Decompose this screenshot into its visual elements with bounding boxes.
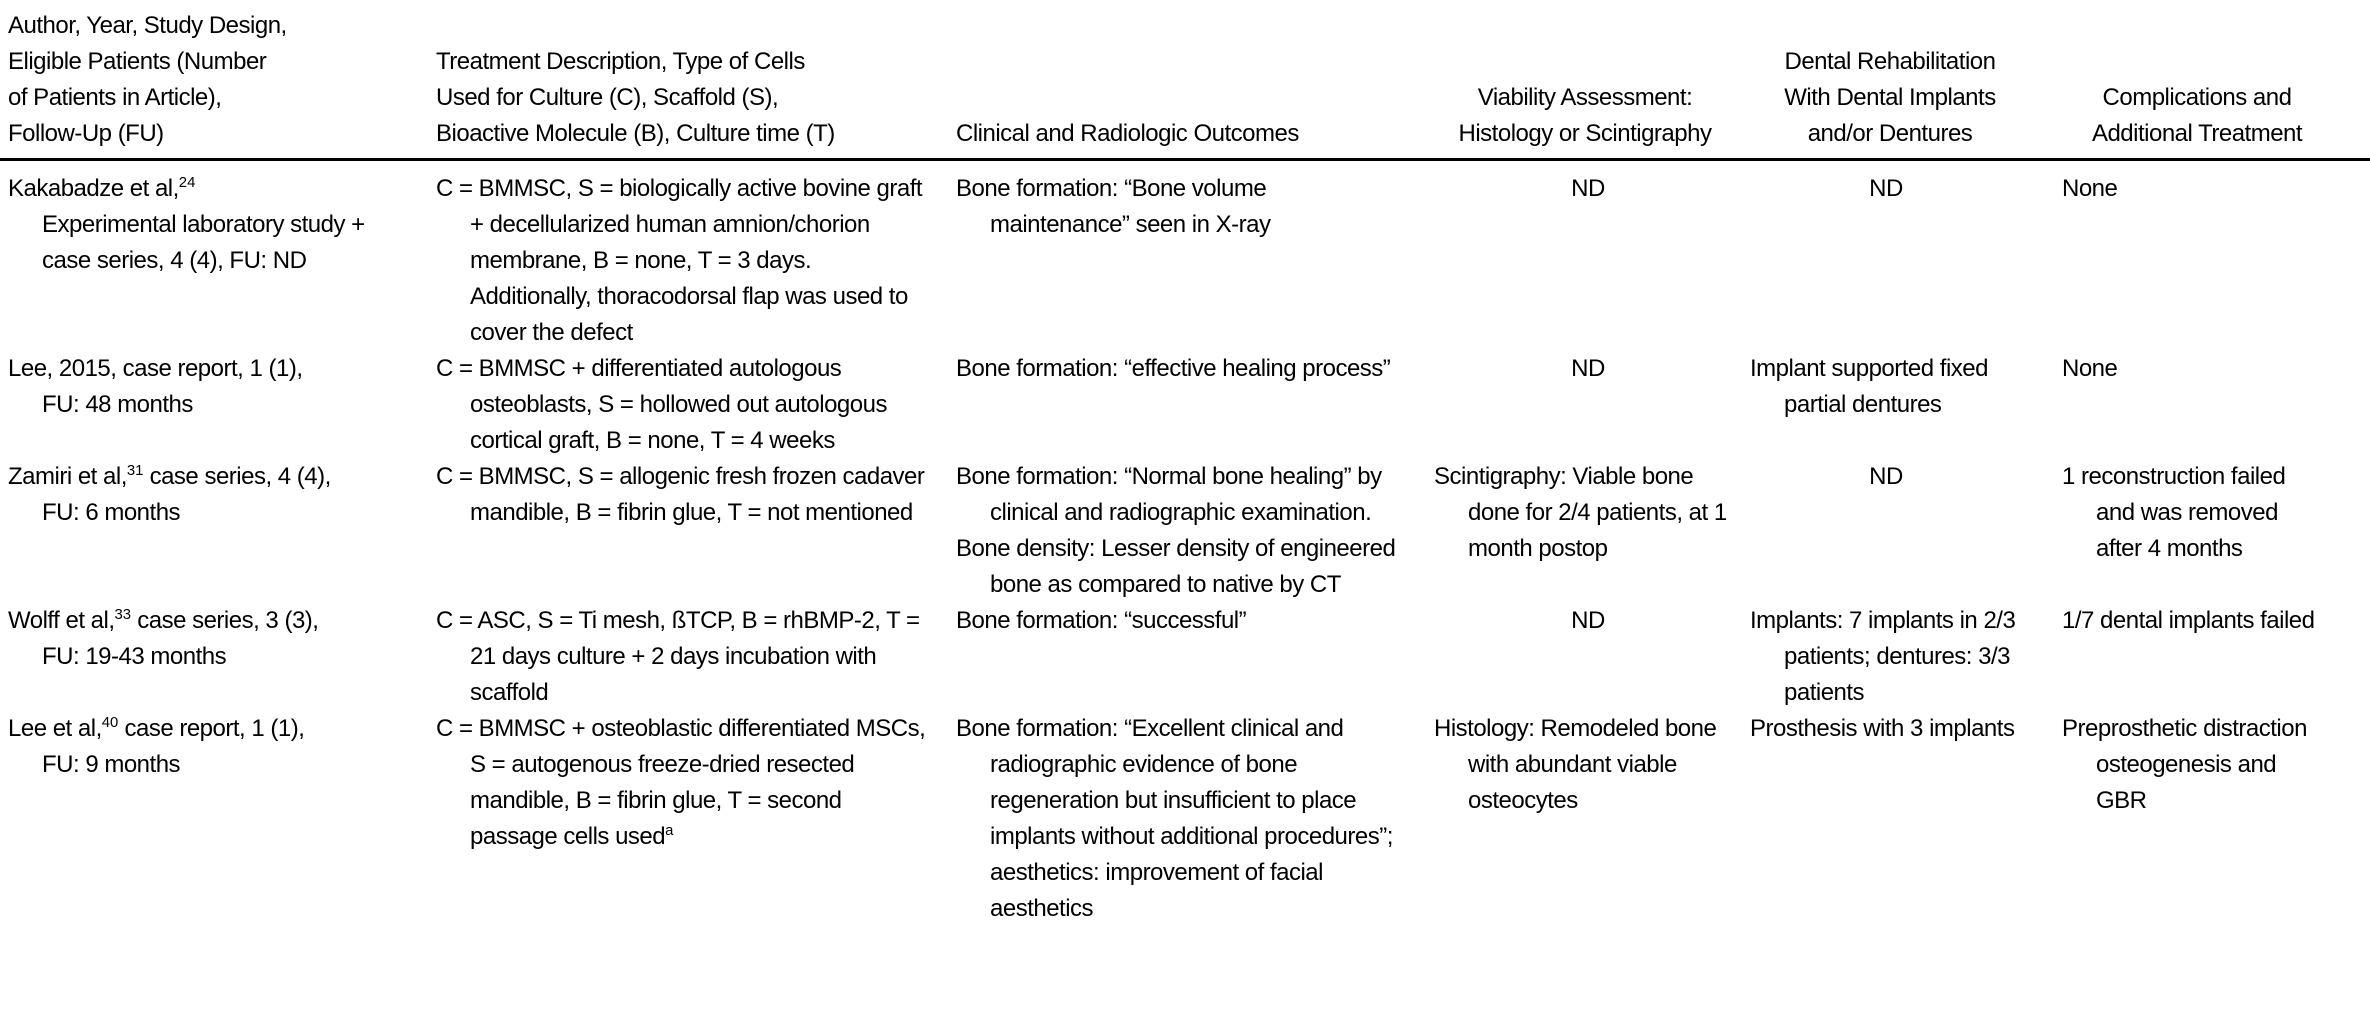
cell-text: Bone formation: “Bone volume maintenance” seen in X-ray — [956, 175, 1271, 238]
superscript-reference: 40 — [101, 715, 119, 731]
table-header-row — [0, 0, 2370, 160]
cell-text: ND — [1869, 463, 1903, 490]
table-body — [0, 160, 2370, 928]
cell-lee2015-author — [0, 351, 430, 459]
table-header — [0, 0, 2370, 160]
cell-text: FU: 9 months — [42, 751, 181, 778]
cell-zamiri-rehabilitation — [1750, 459, 2030, 603]
cell-paragraph — [1434, 603, 1742, 639]
cell-text: ND — [1869, 175, 1903, 202]
cell-kakabadze-outcomes — [950, 160, 1420, 352]
cell-text: C = ASC, S = Ti mesh, ßTCP, B = rhBMP-2, T = 21 days culture + 2 days incubation with scaffold — [436, 607, 920, 706]
cell-lee2015-outcomes — [950, 351, 1420, 459]
cell-paragraph — [8, 603, 414, 639]
cell-text: Histology: Remodeled bone with abundant viable osteocytes — [1434, 715, 1717, 814]
cell-wolff-complications — [2030, 603, 2370, 711]
header-line: Additional Treatment — [2091, 120, 2303, 147]
cell-paragraph — [436, 171, 930, 351]
cell-paragraph — [436, 459, 930, 531]
cell-paragraph — [1750, 171, 2022, 207]
cell-text: case report, 1 (1), — [118, 715, 305, 742]
cell-text: Scintigraphy: Viable bone done for 2/4 patients, at 1 month postop — [1434, 463, 1727, 562]
cell-kakabadze-rehabilitation — [1750, 160, 2030, 352]
cell-lee-et-al-outcomes — [950, 711, 1420, 927]
cell-paragraph — [1750, 459, 2022, 495]
cell-paragraph — [8, 495, 414, 531]
cell-text: Implants: 7 implants in 2/3 patients; dentures: 3/3 patients — [1750, 607, 2016, 706]
cell-lee-et-al-rehabilitation — [1750, 711, 2030, 927]
cell-paragraph — [956, 531, 1408, 603]
cell-paragraph — [1434, 711, 1742, 819]
cell-text: case series, 4 (4), — [143, 463, 331, 490]
cell-paragraph — [2062, 351, 2322, 387]
cell-kakabadze-author — [0, 160, 430, 352]
header-line: and/or Dentures — [1807, 120, 1973, 147]
cell-paragraph — [8, 639, 414, 675]
col-header-rehabilitation — [1750, 0, 2030, 160]
col-header-treatment — [430, 0, 950, 160]
cell-zamiri-treatment — [430, 459, 950, 603]
cell-paragraph — [1434, 459, 1742, 567]
header-line: Dental Rehabilitation — [1784, 48, 1996, 75]
cell-lee-et-al-author — [0, 711, 430, 927]
cell-text: C = BMMSC, S = biologically active bovine graft + decellularized human amnion/chorion membrane, B = none, T = 3 days. Additionally, thoracodorsal flap was used to cover the defect — [436, 175, 923, 346]
cell-paragraph — [1750, 711, 2022, 747]
header-line: With Dental Implants — [1784, 84, 1996, 111]
cell-text: 1/7 dental implants failed — [2062, 607, 2315, 634]
header-line: Viability Assessment: — [1477, 84, 1693, 111]
cell-text: None — [2062, 355, 2118, 382]
header-line: Histology or Scintigraphy — [1458, 120, 1712, 147]
cell-paragraph — [1750, 603, 2022, 711]
cell-lee2015-rehabilitation — [1750, 351, 2030, 459]
cell-lee-et-al-complications — [2030, 711, 2370, 927]
col-header-outcomes — [950, 0, 1420, 160]
table-row-kakabadze — [0, 160, 2370, 352]
cell-text: None — [2062, 175, 2118, 202]
cell-text: case series, 3 (3), — [131, 607, 319, 634]
cell-text: Experimental laboratory study + case series, 4 (4), FU: ND — [42, 211, 365, 274]
cell-wolff-viability — [1420, 603, 1750, 711]
cell-paragraph — [2062, 711, 2322, 819]
superscript-reference: 31 — [126, 463, 144, 479]
col-header-author — [0, 0, 430, 160]
header-line: Author, Year, Study Design, — [8, 12, 287, 39]
header-line: Follow-Up (FU) — [8, 120, 164, 147]
cell-kakabadze-viability — [1420, 160, 1750, 352]
cell-lee-et-al-viability — [1420, 711, 1750, 927]
cell-wolff-treatment — [430, 603, 950, 711]
cell-text: Bone formation: “successful” — [956, 607, 1247, 634]
cell-paragraph — [8, 171, 414, 207]
cell-text: Zamiri et al, — [8, 463, 127, 490]
cell-text: 1 reconstruction failed and was removed after 4 months — [2062, 463, 2286, 562]
cell-paragraph — [8, 747, 414, 783]
cell-text: FU: 19-43 months — [42, 643, 227, 670]
cell-lee2015-treatment — [430, 351, 950, 459]
table-row-wolff — [0, 603, 2370, 711]
superscript-reference: 24 — [178, 175, 196, 191]
cell-kakabadze-complications — [2030, 160, 2370, 352]
cell-paragraph — [8, 711, 414, 747]
cell-text: Lee et al, — [8, 715, 102, 742]
cell-paragraph — [956, 351, 1408, 387]
cell-paragraph — [1750, 351, 2022, 423]
cell-text: Bone formation: “Excellent clinical and radiographic evidence of bone regeneration but insufficient to place implants without additional procedures”; aesthetics: improvement of facial aesthetics — [956, 715, 1393, 922]
cell-paragraph — [436, 603, 930, 711]
cell-paragraph — [956, 459, 1408, 531]
cell-lee2015-viability — [1420, 351, 1750, 459]
header-line: Treatment Description, Type of Cells — [436, 48, 805, 75]
cell-paragraph — [436, 711, 930, 855]
cell-text: Bone formation: “Normal bone healing” by clinical and radiographic examination. — [956, 463, 1382, 526]
cell-paragraph — [8, 459, 414, 495]
cell-text: Wolff et al, — [8, 607, 115, 634]
header-line: of Patients in Article), — [8, 84, 222, 111]
cell-text: Preprosthetic distraction osteogenesis and GBR — [2062, 715, 2307, 814]
cell-paragraph — [8, 387, 414, 423]
cell-paragraph — [2062, 603, 2322, 639]
cell-zamiri-outcomes — [950, 459, 1420, 603]
cell-text: FU: 6 months — [42, 499, 181, 526]
cell-paragraph — [436, 351, 930, 459]
header-line: Bioactive Molecule (B), Culture time (T) — [436, 120, 835, 147]
table-row-zamiri — [0, 459, 2370, 603]
cell-paragraph — [956, 603, 1408, 639]
cell-paragraph — [2062, 171, 2322, 207]
cell-text: Lee, 2015, case report, 1 (1), — [8, 355, 303, 382]
cell-text: ND — [1571, 175, 1605, 202]
cell-paragraph — [8, 351, 414, 387]
cell-text: Bone density: Lesser density of engineered bone as compared to native by CT — [956, 535, 1396, 598]
cell-lee2015-complications — [2030, 351, 2370, 459]
cell-text: Prosthesis with 3 implants — [1750, 715, 2015, 742]
cell-zamiri-author — [0, 459, 430, 603]
cell-paragraph — [2062, 459, 2322, 567]
cell-lee-et-al-treatment — [430, 711, 950, 927]
cell-wolff-author — [0, 603, 430, 711]
header-line: Eligible Patients (Number — [8, 48, 267, 75]
superscript-reference: a — [665, 823, 674, 839]
header-line: Complications and — [2102, 84, 2292, 111]
cell-text: Kakabadze et al, — [8, 175, 179, 202]
header-line: Used for Culture (C), Scaffold (S), — [436, 84, 779, 111]
cell-text: ND — [1571, 355, 1605, 382]
cell-paragraph — [1434, 351, 1742, 387]
header-line: Clinical and Radiologic Outcomes — [956, 120, 1299, 147]
cell-paragraph — [1434, 171, 1742, 207]
cell-text: C = BMMSC + differentiated autologous osteoblasts, S = hollowed out autologous cortical graft, B = none, T = 4 weeks — [436, 355, 887, 454]
cell-text: ND — [1571, 607, 1605, 634]
cell-paragraph — [8, 207, 414, 279]
superscript-reference: 33 — [114, 607, 132, 623]
cell-kakabadze-treatment — [430, 160, 950, 352]
table-row-lee2015 — [0, 351, 2370, 459]
cell-text: C = BMMSC, S = allogenic fresh frozen cadaver mandible, B = fibrin glue, T = not mentioned — [436, 463, 925, 526]
cell-text: FU: 48 months — [42, 391, 193, 418]
cell-paragraph — [956, 171, 1408, 243]
cell-text: Implant supported fixed partial dentures — [1750, 355, 1988, 418]
cell-zamiri-complications — [2030, 459, 2370, 603]
cell-wolff-rehabilitation — [1750, 603, 2030, 711]
col-header-viability — [1420, 0, 1750, 160]
cell-paragraph — [956, 711, 1408, 927]
cell-wolff-outcomes — [950, 603, 1420, 711]
cell-text: C = BMMSC + osteoblastic differentiated MSCs, S = autogenous freeze-dried resected mandible, B = fibrin glue, T = second passage cells used — [436, 715, 926, 850]
cell-zamiri-viability — [1420, 459, 1750, 603]
table-row-lee-et-al — [0, 711, 2370, 927]
cell-text: Bone formation: “effective healing process” — [956, 355, 1391, 382]
col-header-complications — [2030, 0, 2370, 160]
